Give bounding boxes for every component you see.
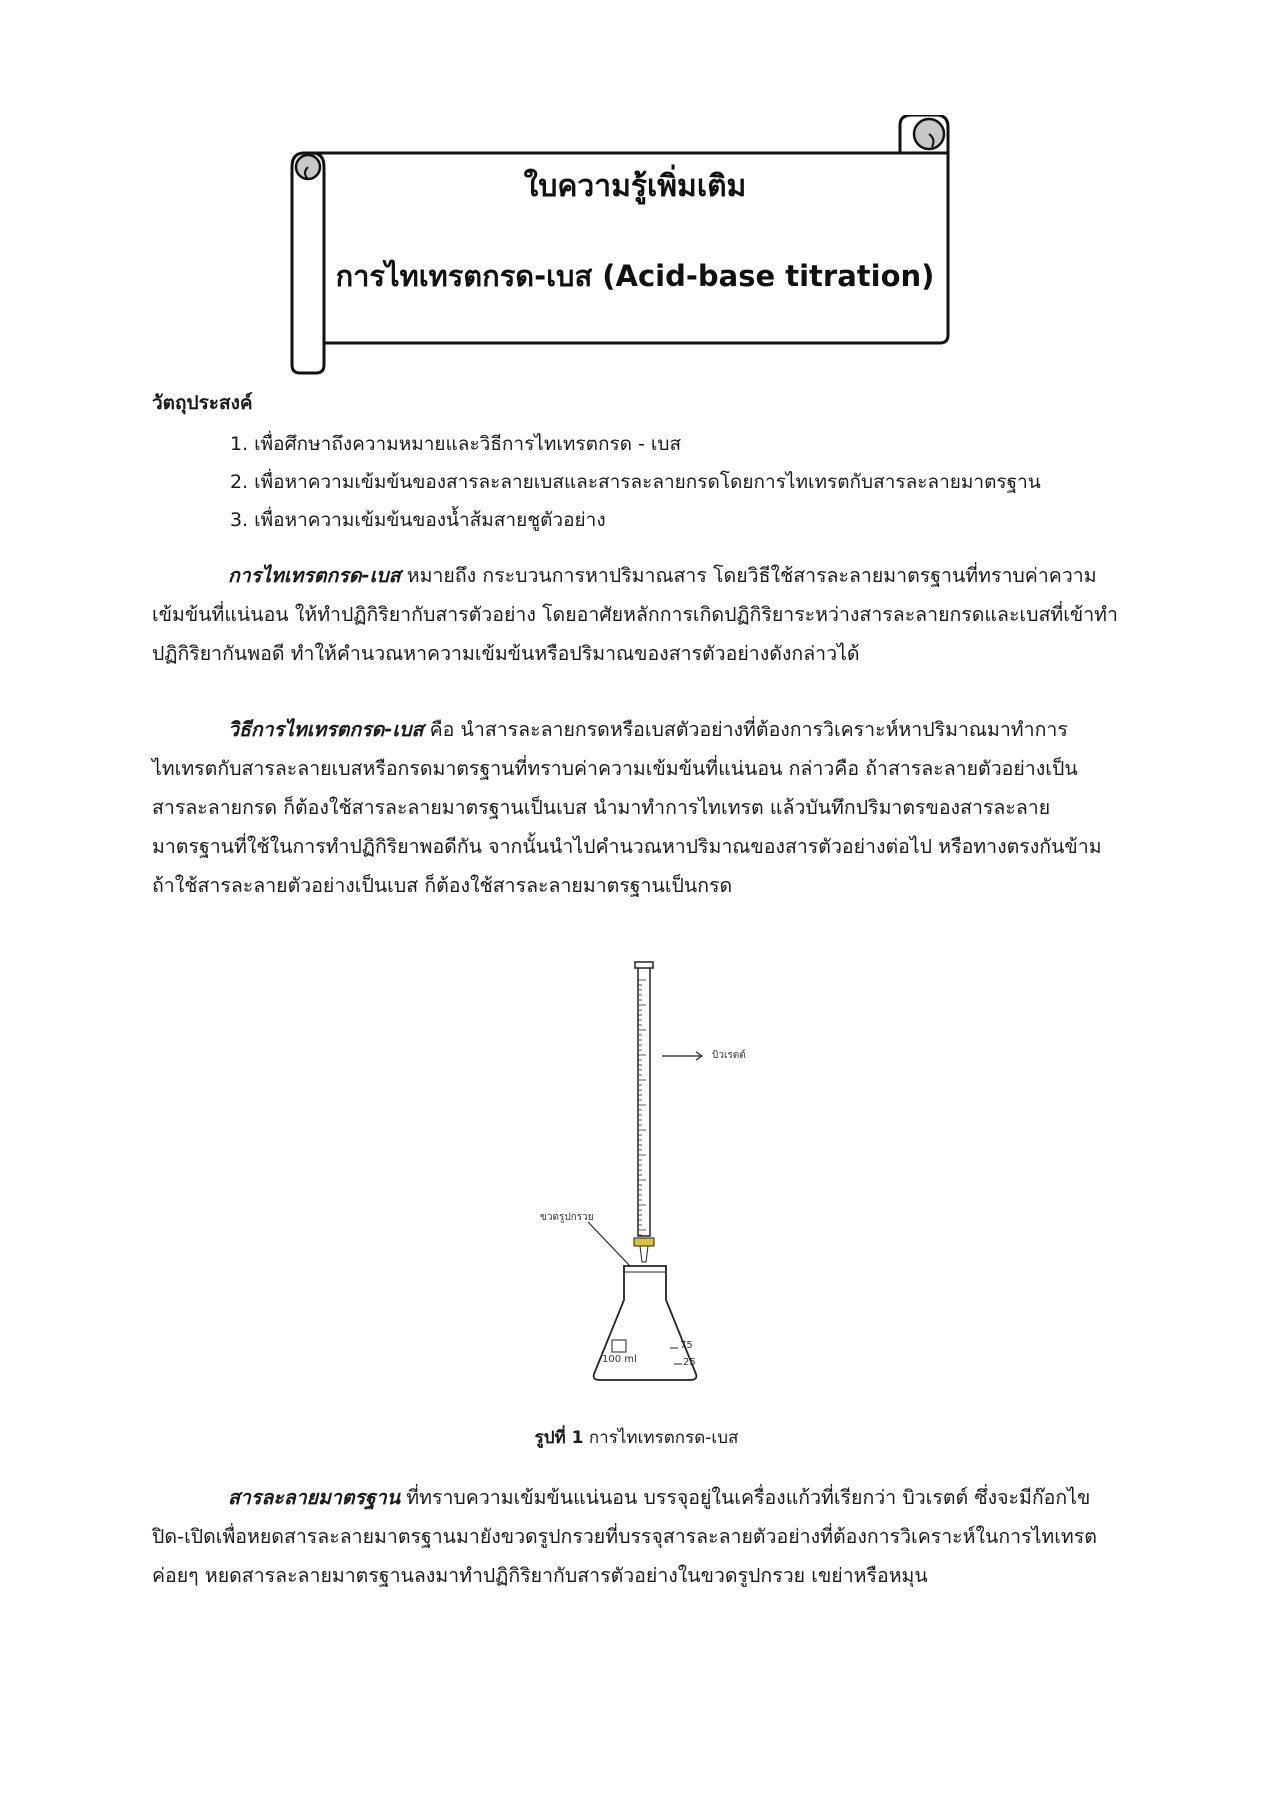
objective-item: 2. เพื่อหาความเข้มข้นของสารละลายเบสและสารละลายกรดโดยการไทเทรตกับสารละลายมาตรฐาน bbox=[230, 471, 1041, 493]
method-term: วิธีการไทเทรตกรด-เบส bbox=[228, 718, 424, 741]
definition-text: หมายถึง กระบวนการหาปริมาณสาร โดยวิธีใช้สารละลายมาตรฐานที่ทราบค่าความเข้มข้นที่แน่นอน ให้ทำปฏิกิริยากับสารตัวอย่าง โดยอาศัยหลักการเกิดปฏิกิริยาระหว่างสารละลายกรดและเบสที่เข้าทำปฏิกิริยากันพอดี ทำให้คำนวณหาความเข้มข้นหรือปริมาณของสารตัวอย่างดังกล่าวได้ bbox=[152, 564, 1118, 665]
objectives-heading: วัตถุประสงค์ bbox=[152, 392, 253, 414]
burette-tube bbox=[638, 966, 650, 1236]
scroll-banner-graphic bbox=[280, 115, 970, 375]
title-banner bbox=[280, 115, 970, 375]
titration-figure bbox=[520, 960, 780, 1390]
flask-volume-label: 100 ml bbox=[602, 1354, 637, 1365]
figure-caption-text: การไทเทรตกรด-เบส bbox=[583, 1428, 739, 1448]
titration-apparatus-illustration bbox=[520, 960, 780, 1390]
flask-mark-25: 25 bbox=[683, 1357, 696, 1368]
burette-tip bbox=[640, 1246, 648, 1262]
standard-text: ที่ทราบความเข้มข้นแน่นอน บรรจุอยู่ในเครื่องแก้วที่เรียกว่า บิวเรตต์ ซึ่งจะมีก๊อกไขปิด-เปิดเพื่อหยดสารละลายมาตรฐานมายังขวดรูปกรวยที่บรรจุสารละลายตัวอย่างที่ต้องการวิเคราะห์ในการไทเทรตค่อยๆ หยดสารละลายมาตรฐานลงมาทำปฏิกิริยากับสารตัวอย่างในขวดรูปกรวย เขย่าหรือหมุน bbox=[152, 1486, 1097, 1587]
burette-rim bbox=[635, 962, 653, 968]
document-title: ใบความรู้เพิ่มเติม bbox=[523, 169, 747, 204]
stopcock bbox=[634, 1238, 654, 1246]
standard-term: สารละลายมาตรฐาน bbox=[228, 1486, 401, 1509]
objective-item: 3. เพื่อหาความเข้มข้นของน้ำส้มสายชูตัวอย่าง bbox=[230, 509, 606, 531]
figure-caption bbox=[0, 1424, 1273, 1451]
objectives-list bbox=[230, 425, 1041, 539]
figure-caption-number: รูปที่ 1 bbox=[534, 1428, 584, 1448]
method-text: คือ นำสารละลายกรดหรือเบสตัวอย่างที่ต้องการวิเคราะห์หาปริมาณมาทำการไทเทรตกับสารละลายเบสหรือกรดมาตรฐานที่ทราบค่าความเข้มข้นที่แน่นอน กล่าวคือ ถ้าสารละลายตัวอย่างเป็นสารละลายกรด ก็ต้องใช้สารละลายมาตรฐานเป็นเบส นำมาทำการไทเทรต แล้วบันทึกปริมาตรของสารละลายมาตรฐานที่ใช้ในการทำปฏิกิริยาพอดีกัน จากนั้นนำไปคำนวณหาปริมาณของสารตัวอย่างต่อไป หรือทางตรงกันข้าม ถ้าใช้สารละลายตัวอย่างเป็นเบส ก็ต้องใช้สารละลายมาตรฐานเป็นกรด bbox=[152, 718, 1102, 897]
standard-solution-paragraph bbox=[152, 1478, 1122, 1595]
method-paragraph bbox=[152, 710, 1122, 905]
objective-item: 1. เพื่อศึกษาถึงความหมายและวิธีการไทเทรตกรด - เบส bbox=[230, 433, 682, 455]
flask-arrow bbox=[588, 1222, 630, 1266]
flask-label: ขวดรูปกรวย bbox=[540, 1212, 594, 1223]
definition-term: การไทเทรตกรด-เบส bbox=[228, 564, 401, 587]
burette-label: บิวเรตต์ bbox=[712, 1050, 746, 1061]
document-subtitle: การไทเทรตกรด-เบส (Acid-base titration) bbox=[335, 259, 935, 293]
definition-paragraph bbox=[152, 556, 1122, 673]
flask-mark-75: 75 bbox=[680, 1340, 693, 1351]
